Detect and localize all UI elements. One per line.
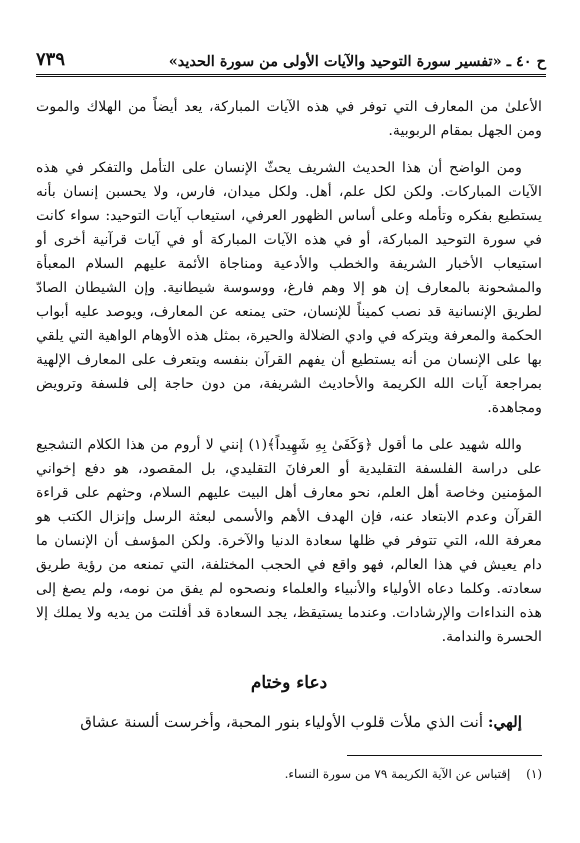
header-title: ح ٤٠ ـ «تفسير سورة التوحيد والآيات الأولى من سورة الحديد» [168, 53, 546, 70]
prayer-text: أنت الذي ملأت قلوب الأولياء بنور المحبة، وأخرست ألسنة عشاق [80, 713, 484, 731]
paragraph: والله شهيد على ما أقول ﴿وَكَفَىٰ بِهِ شَهِيداً﴾(١) إنني لا أروم من هذا الكلام التشجيع على دراسة الفلسفة التقليدية أو العرفانَ التقليدي، بل المقصود، هو دفع إخواني المؤمنين وخاصة أهل العلم، نحو معارف أهل البيت عليهم السلام، وحثهم على قراءة القرآن وعدم الابتعاد عنه، فإن الهدف الأهم والأسمى لبعثة الرسل وإنزال الكتب هو معرفة الله، التي تتوفر في ظلها سعادة الدنيا والآخرة. ولكن المؤسف أن الإنسان ما دام يعيش في هذا العالم، فهو واقع في الحجب المختلفة، التي تمنعه من رؤية طريق سعادته. وكلما دعاه الأولياء والأنبياء والعلماء ونصحوه لم يفق من نومه، ولم يصغ إلى هذه النداءات والإرشادات. وعندما يستيقظ، يجد السعادة قد أفلتت من يديه ولا يملك إلا الحسرة والندامة. [36, 437, 542, 645]
paragraph: ومن الواضح أن هذا الحديث الشريف يحثّ الإنسان على التأمل والتفكر في هذه الآيات المباركات. ولكن لكل علم، أهل. ولكل ميدان، فارس، ولا يحسبن إنسان بأنه يستطيع بفكره وتأمله وعلى أساس الظهور العرفي، استيعاب آيات التوحيد: سواء كانت في سورة التوحيد المباركة، أو في هذه الآيات المباركة أو في آيات قرآنية أخرى أو استيعاب الأخبار الشريفة والخطب والأدعية ومناجاة الأئمة عليهم السلام المعبأة والمشحونة بالمعارف إن هو إلا وهم فارغ، ووسوسة شيطانية. وإن الشيطان الصادّ لطريق الإنسانية قد نصب كميناً للإنسان، حتى يمنعه عن المعارف، ويوصد عليه أبواب الحكمة والمعرفة ويتركه في وادي الضلالة والحيرة، بمثل هذه الأوهام الواهية التي يلقي بها على الإنسان من أنه يستطيع أن يفهم القرآن بنفسه ويتعرف على المعارف الإلهية بمراجعة آيات الله الكريمة والأحاديث الشريفة، من دون حاجة إلى فلسفة وترويض ومجاهدة. [36, 160, 542, 416]
prayer-paragraph [36, 709, 542, 735]
prayer-lead: إلهي: [487, 713, 522, 731]
footnote-text: إقتباس عن الآية الكريمة ٧٩ من سورة النساء. [284, 767, 511, 781]
page-number: ٧٣٩ [36, 49, 66, 70]
section-heading: دعاء وختام [250, 673, 328, 693]
footnote-divider [347, 755, 542, 756]
main-text [36, 95, 542, 748]
footnote-marker: (١) [526, 767, 542, 781]
paragraph: الأعلىٰ من المعارف التي توفر في هذه الآيات المباركة، يعد أيضاً من الهلاك والموت ومن الجهل بمقام الربوبية. [36, 99, 542, 139]
footnote [36, 765, 542, 783]
running-header [36, 40, 546, 77]
